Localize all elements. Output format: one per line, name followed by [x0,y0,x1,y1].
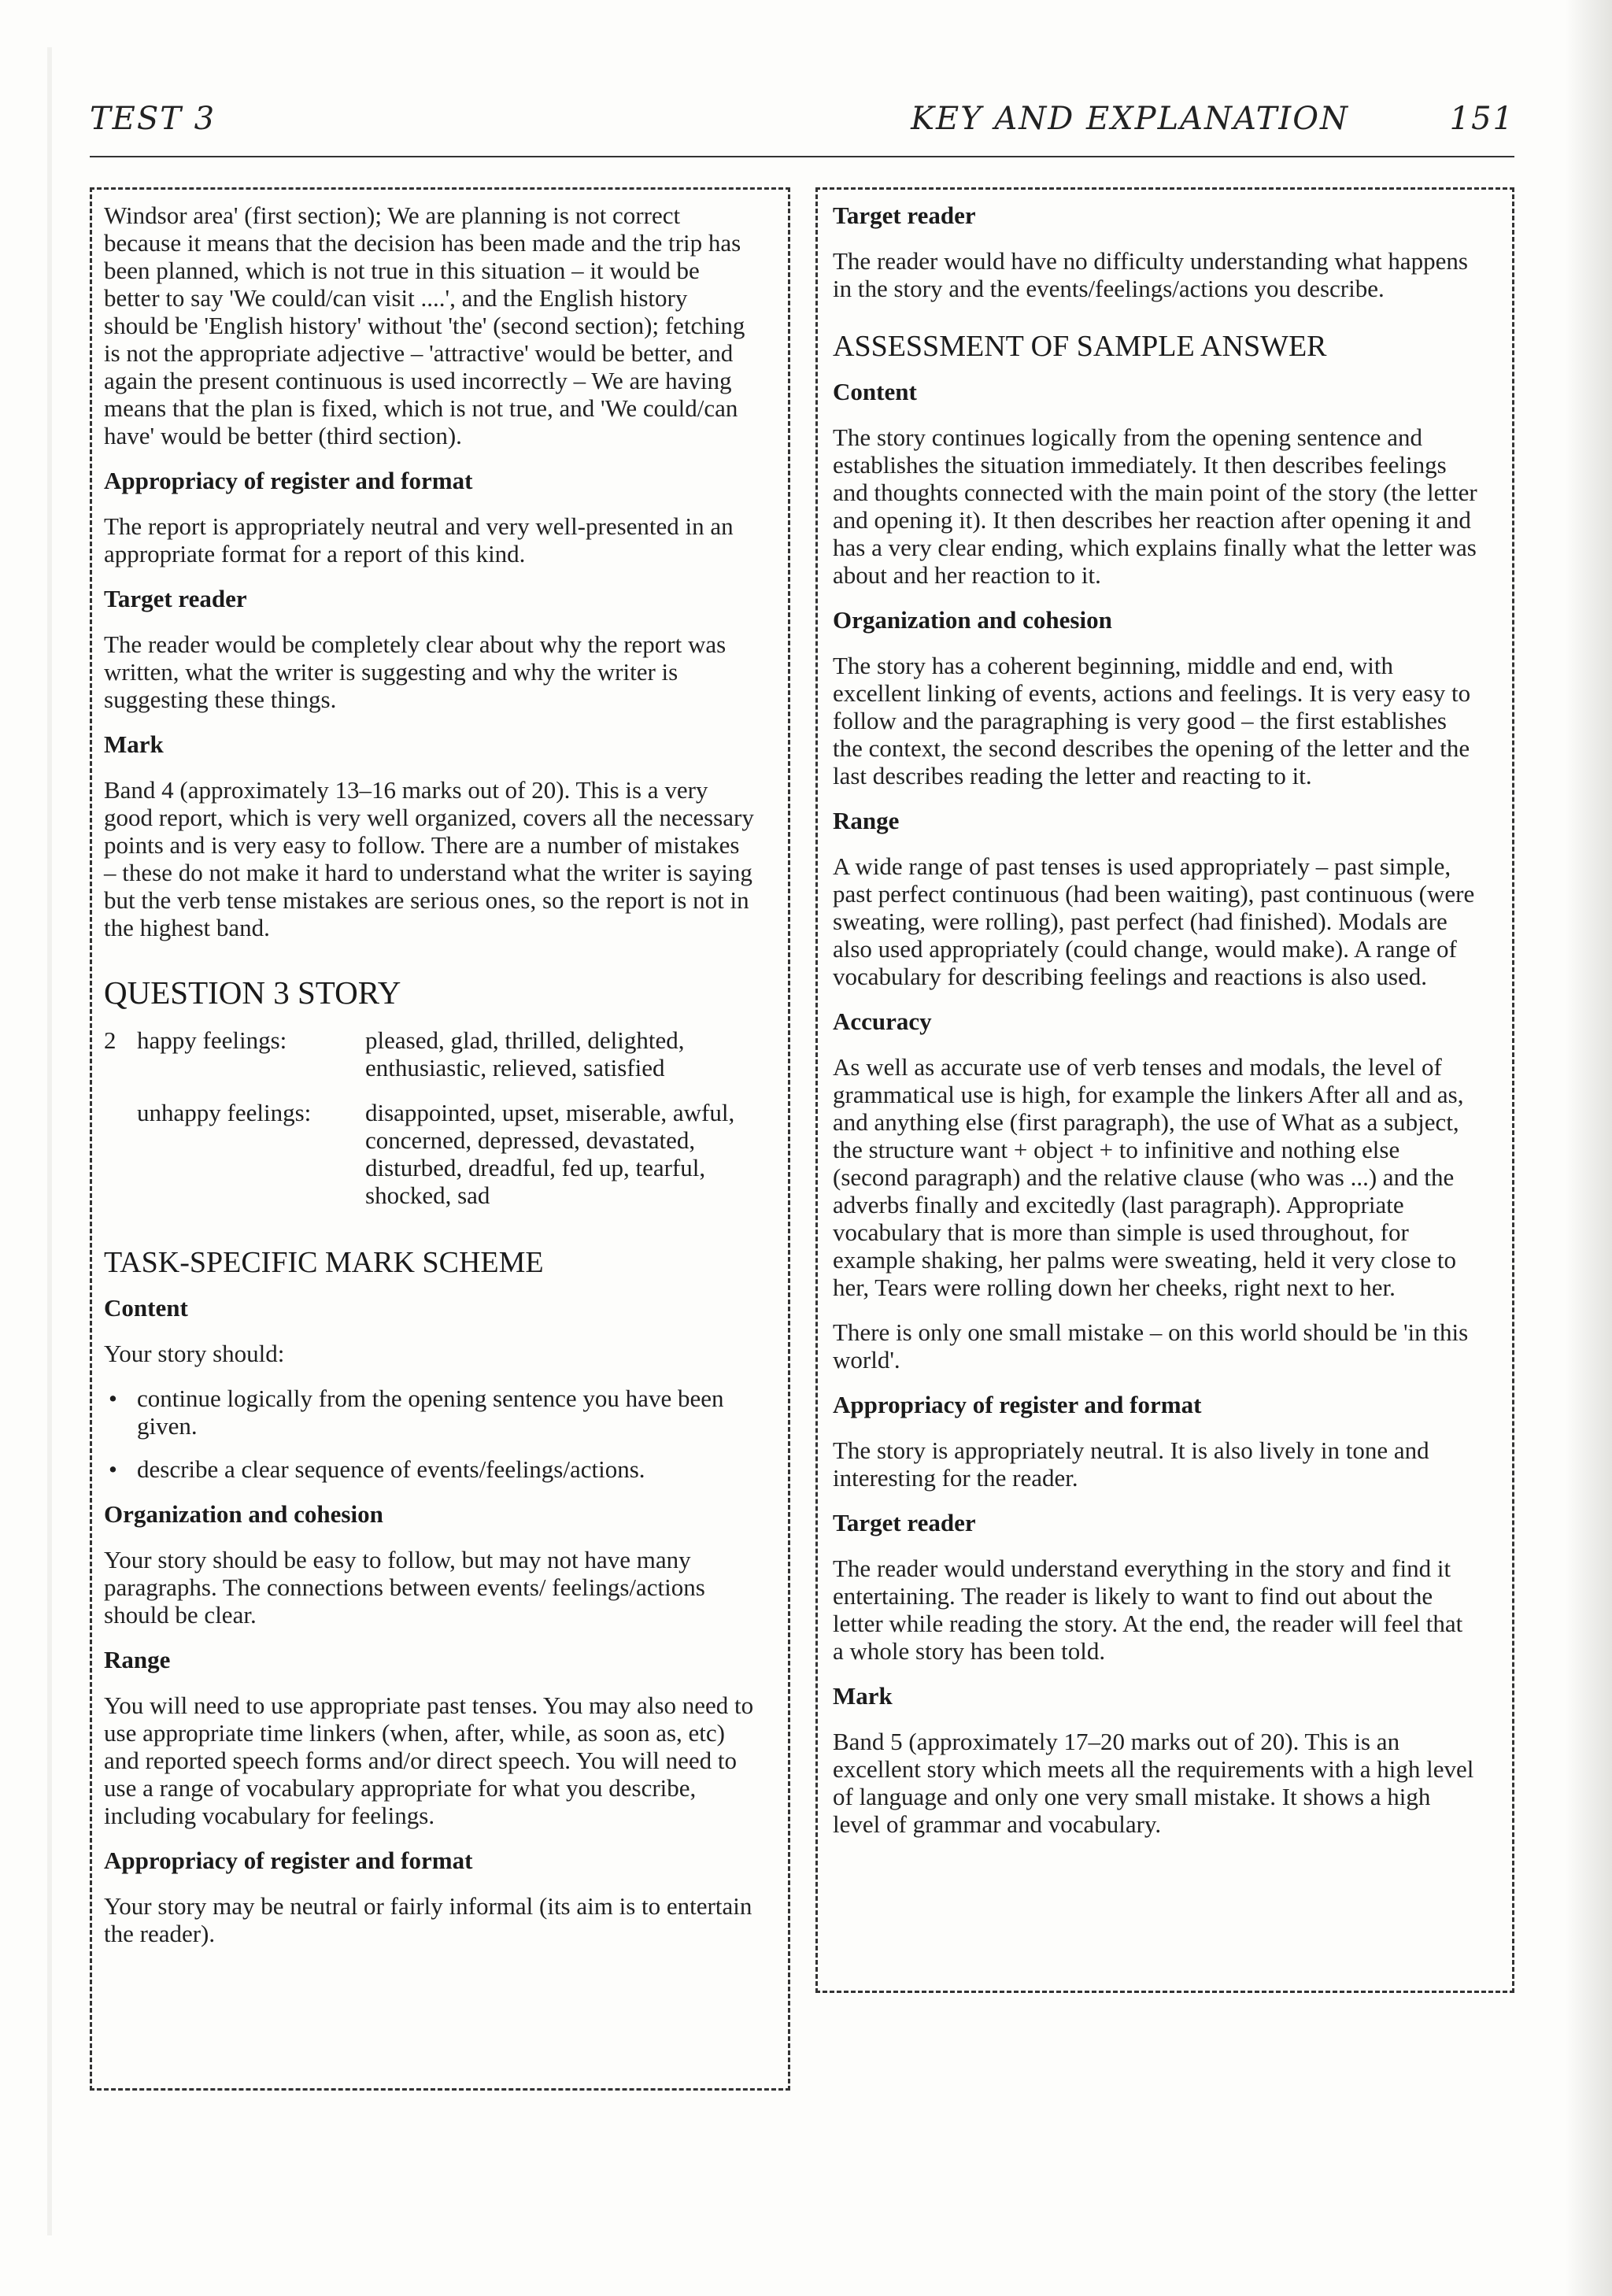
feelings-vocabulary [104,1026,757,1209]
assessment-organization-paragraph: The story has a coherent beginning, middle and end, with excellent linking of events, actions and feelings. It is very easy to follow and the paragraphing is very good – the first establishes the context, the second describes the opening of the letter and the last describes reading the letter and reacting to it. [833,652,1471,789]
unhappy-words: disappointed, upset, miserable, awful, concerned, depressed, devastated, disturbed, dreadful, fed up, tearful, shocked, sad [365,1099,735,1209]
happy-label: happy feelings: [137,1026,287,1054]
happy-words: pleased, glad, thrilled, delighted, enthusiastic, relieved, satisfied [365,1026,685,1081]
organization-paragraph: Your story should be easy to follow, but may not have many paragraphs. The connections between events/ feelings/actions should be clear. [104,1546,705,1629]
assessment-accuracy-paragraph: As well as accurate use of verb tenses and modals, the level of grammatical use is high, for example the linkers After all and as, and anything else (first paragraph), the use of What as a subject, the structure want + object + to infinitive and nothing else (second paragraph) and the relative clause (who was ...) and the adverbs finally and excitedly (last paragraph). Appropriate vocabulary that is more than simple is used throughout, for example shaking, her palms were sweating, held it very close to her, Tears were rolling down her cheeks, right next to her. [833,1053,1464,1301]
range-paragraph: You will need to use appropriate past tenses. You may also need to use appropriate time linkers (when, after, while, as soon as, etc) and reported speech forms and/or direct speech. You will need to use a range of vocabulary appropriate for what you describe, including vocabulary for feelings. [104,1691,754,1829]
register-heading-2: Appropriacy of register and format [104,1847,473,1874]
mark-paragraph: Band 4 (approximately 13–16 marks out of 20). This is a very good report, which is very well organized, covers all the necessary points and is very easy to follow. There are a number of mistakes – these do not make it hard to understand what the writer is saying but the verb tense mistakes are serious ones, so the report is not in the highest band. [104,776,754,941]
register-paragraph-2: Your story may be neutral or fairly informal (its aim is to entertain the reader). [104,1892,752,1947]
assessment-content-paragraph: The story continues logically from the opening sentence and establishes the situation immediately. It then describes feelings and thoughts connected with the main point of the story (the letter and opening it). It then describes her reaction after opening it and has a very clear ending, which explains finally what the letter was about and her reaction to it. [833,423,1477,589]
page-header [90,101,1514,157]
assessment-organization-heading: Organization and cohesion [833,606,1112,634]
header-test-label: TEST 3 [90,101,216,137]
mark-heading: Mark [104,730,164,758]
assessment-target-reader-heading: Target reader [833,1509,976,1536]
question-3-title: QUESTION 3 STORY [104,974,401,1011]
range-heading: Range [104,1646,171,1673]
organization-heading: Organization and cohesion [104,1500,383,1528]
assessment-mistake-paragraph: There is only one small mistake – on this world should be 'in this world'. [833,1318,1469,1374]
assessment-mark-heading: Mark [833,1682,893,1710]
assessment-target-reader-paragraph: The reader would understand everything in the story and find it entertaining. The reader is likely to want to find out about the letter while reading the story. At the end, the reader will feel that a whole story has been told. [833,1555,1463,1665]
left-column [104,197,757,1965]
assessment-register-paragraph: The story is appropriately neutral. It is also lively in tone and interesting for the reader. [833,1436,1429,1492]
assessment-content-heading: Content [833,378,917,405]
assessment-mark-paragraph: Band 5 (approximately 17–20 marks out of 20). This is an excellent story which meets all the requirements with a high level of language and only one very small mistake. It shows a high level of grammar and vocabulary. [833,1728,1474,1838]
content-bullet-1: • continue logically from the opening sentence you have been given. [104,1385,757,1440]
right-target-reader-heading: Target reader [833,202,976,229]
unhappy-label: unhappy feelings: [137,1099,312,1126]
register-paragraph: The report is appropriately neutral and very well-presented in an appropriate format for a report of this kind. [104,512,734,568]
assessment-range-heading: Range [833,807,900,834]
page-edge-shadow [47,47,52,2235]
report-continued-paragraph: Windsor area' (first section); We are planning is not correct because it means that the decision has been made and the trip has been planned, which is not true in this situation – it would be better to say 'We could/can visit ....', and the English history should be 'English history' without 'the' (second section); fetching is not the appropriate adjective – 'attractive' would be better, and again the present continuous is used incorrectly – We are having means that the plan is fixed, which is not true, and 'We could/can have' would be better (third section). [104,202,745,449]
content-paragraph: Your story should: [104,1340,285,1367]
target-reader-heading: Target reader [104,585,247,612]
mark-scheme-title: TASK-SPECIFIC MARK SCHEME [104,1246,544,1279]
assessment-accuracy-heading: Accuracy [833,1008,932,1035]
assessment-range-paragraph: A wide range of past tenses is used appropriately – past simple, past perfect continuous (had been waiting), past continuous (were sweating, were rolling), past perfect (had finished). Modals are also used appropriately (could change, would make). A range of vocabulary for describing feelings and reactions is also used. [833,852,1475,990]
register-heading: Appropriacy of register and format [104,467,473,494]
book-spine-shadow [1565,0,1612,2296]
target-reader-paragraph: The reader would be completely clear about why the report was written, what the writer is suggesting and why the writer is suggesting these things. [104,630,727,713]
vocab-number: 2 [104,1026,116,1054]
page-number: 151 [1449,101,1514,137]
content-bullet-list [104,1385,757,1483]
header-section-label: KEY AND EXPLANATION [911,101,1349,137]
content-bullet-2: • describe a clear sequence of events/feelings/actions. [104,1455,757,1483]
right-column [833,197,1478,1855]
assessment-title: ASSESSMENT OF SAMPLE ANSWER [833,330,1327,363]
right-target-reader-paragraph: The reader would have no difficulty understanding what happens in the story and the events/feelings/actions you describe. [833,247,1468,302]
assessment-register-heading: Appropriacy of register and format [833,1391,1202,1418]
content-heading: Content [104,1294,188,1322]
